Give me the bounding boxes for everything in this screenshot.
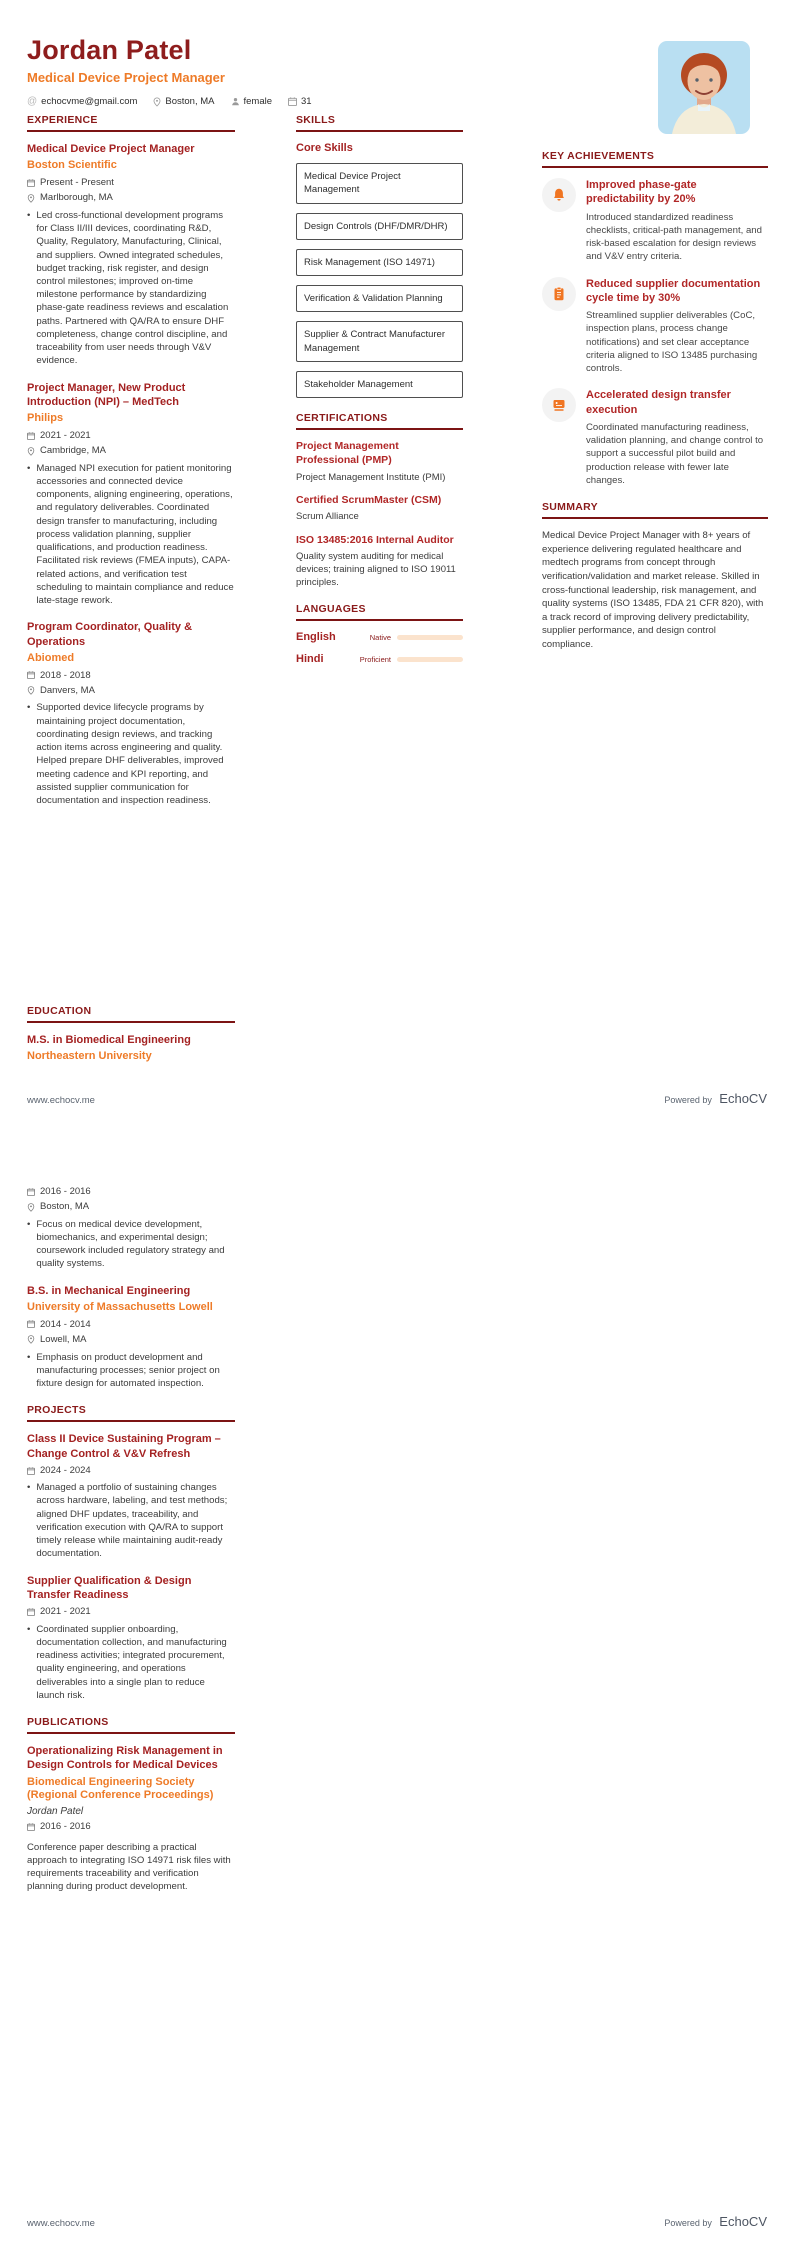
footer-powered[interactable] [664, 1090, 767, 1108]
job-bullet-text: Managed NPI execution for patient monitoring accessories and connected device components, aligning engineering, operations, and regulatory deliverables. Coordinated design transfer to manufacturing, including process validation planning, supplier qualifications, and production readiness. Facilitated risk reviews (FMEA inputs), CAPA-related actions, and verification test scheduling to maintain compliance and reduce late-stage rework. [36, 462, 234, 607]
footer-powered[interactable] [664, 2213, 767, 2231]
education-dates-value: 2016 - 2016 [40, 1186, 91, 1197]
echocv-brand: EchoCV [719, 2214, 767, 2229]
skills-heading: SKILLS [296, 114, 463, 132]
language-name: Hindi [296, 653, 324, 666]
project-dates-value: 2024 - 2024 [40, 1464, 91, 1476]
education-entry [27, 1284, 235, 1391]
job-location-value: Marlborough, MA [40, 192, 113, 204]
contact-age-value: 31 [301, 96, 312, 108]
education-location [27, 1201, 235, 1212]
language-proficiency-bar [397, 635, 463, 640]
achievement-icon-circle [542, 178, 576, 212]
project-dates [27, 1465, 235, 1476]
project-title: Class II Device Sustaining Program – Change Control & V&V Refresh [27, 1433, 221, 1460]
company-name: Boston Scientific [27, 159, 117, 172]
calendar-icon [27, 1188, 35, 1196]
bell-icon [551, 187, 567, 203]
achievement-content [586, 388, 768, 487]
skill-chip: Design Controls (DHF/DMR/DHR) [296, 213, 463, 240]
footer-powered-prefix: Powered by [664, 1095, 712, 1105]
language-row [296, 653, 463, 665]
email-icon: @ [27, 96, 38, 108]
education-heading: EDUCATION [27, 1005, 235, 1023]
job-bullet-text: Supported device lifecycle programs by maintaining project documentation, coordinating design reviews, and tracking action items across engineering and quality. Helped prepare DHF deliverables, improved meeting cadence and KPI reporting, and assisted supplier communication for documentation and inspection readiness. [36, 702, 224, 807]
calendar-icon [27, 1823, 35, 1831]
bullet-marker: • [27, 462, 31, 474]
skills-group-title: Core Skills [296, 142, 353, 154]
contact-gender [231, 96, 273, 107]
publication-entry [27, 1744, 235, 1893]
summary-heading: SUMMARY [542, 501, 768, 519]
achievement-body: Coordinated manufacturing readiness, validation planning, and change control to support a successful pilot build and production release with fewer late changes. [586, 421, 764, 486]
resume-page-2 [0, 1123, 794, 2246]
skill-chip: Medical Device Project Management [296, 163, 463, 204]
certification-item [296, 534, 463, 590]
certification-title: Project Management Professional (PMP) [296, 440, 399, 467]
publications-heading: PUBLICATIONS [27, 1716, 235, 1734]
contact-age [288, 96, 312, 107]
school-name: Northeastern University [27, 1050, 152, 1063]
project-bullet [27, 1481, 235, 1560]
publication-title: Operationalizing Risk Management in Design Controls for Medical Devices [27, 1745, 223, 1772]
calendar-icon [27, 1467, 35, 1475]
job-bullet-text: Led cross-functional development programs for Class II/III devices, coordinating R&D, Quality, Regulatory, Manufacturing, Clinical, and suppliers. Owned integrated schedules, budget tracking, risk register, and design control milestones; improved on-time milestone performance by standardizing phase-gate readiness reviews and escalation paths. Partnered with QA/RA to ensure DHF completeness, change control discipline, and traceability from user needs through V&V evidence. [36, 209, 229, 367]
echocv-brand: EchoCV [719, 1091, 767, 1106]
achievement-item [542, 277, 768, 376]
achievement-icon-circle [542, 277, 576, 311]
footer-powered-prefix: Powered by [664, 2218, 712, 2228]
degree-title: M.S. in Biomedical Engineering [27, 1034, 191, 1046]
project-title: Supplier Qualification & Design Transfer Readiness [27, 1574, 192, 1601]
achievement-title: Reduced supplier documentation cycle time by 30% [586, 277, 761, 304]
degree-title: B.S. in Mechanical Engineering [27, 1284, 191, 1297]
education-bullet [27, 1351, 235, 1391]
certification-description: Quality system auditing for medical devices; training aligned to ISO 19011 principles. [296, 551, 456, 589]
achievement-item [542, 178, 768, 264]
job-bullet [27, 462, 235, 608]
education-section-start [27, 1005, 235, 1064]
project-entry [27, 1574, 235, 1702]
experience-heading: EXPERIENCE [27, 114, 235, 132]
publication-description: Conference paper describing a practical approach to integrating ISO 14971 risk files with requirements traceability and verification planning during product development. [27, 1841, 231, 1893]
location-pin-icon [27, 447, 35, 456]
certification-title: ISO 13485:2016 Internal Auditor [296, 533, 454, 546]
achievement-body: Introduced standardized readiness checklists, critical-path management, and risk-based escalation for design reviews and V&V entry criteria. [586, 211, 762, 263]
calendar-icon [27, 1608, 35, 1616]
contact-location [153, 96, 214, 107]
calendar-icon [27, 179, 35, 187]
experience-entry [27, 142, 235, 368]
language-proficiency-bar [397, 657, 463, 662]
achievement-content [586, 178, 768, 264]
page-footer [27, 1090, 767, 1108]
page-footer [27, 2213, 767, 2231]
education-location-value: Boston, MA [40, 1201, 90, 1213]
location-pin-icon [27, 1335, 35, 1344]
education-bullet [27, 1218, 235, 1271]
job-dates [27, 177, 235, 188]
person-icon [231, 97, 240, 106]
language-level: Proficient [359, 654, 391, 664]
job-dates [27, 670, 235, 681]
publication-author: Jordan Patel [27, 1806, 84, 1818]
bullet-marker: • [27, 1482, 31, 1494]
footer-site-link[interactable]: www.echocv.me [27, 2218, 95, 2229]
project-dates [27, 1606, 235, 1617]
achievement-item [542, 388, 768, 487]
achievement-title: Accelerated design transfer execution [586, 389, 731, 416]
job-location [27, 445, 235, 456]
certification-issuer: Scrum Alliance [296, 511, 359, 523]
job-title: Program Coordinator, Quality & Operations [27, 621, 193, 648]
job-dates-value: 2021 - 2021 [40, 429, 91, 441]
job-title: Medical Device Project Manager [27, 143, 195, 155]
skill-chip: Risk Management (ISO 14971) [296, 249, 463, 276]
achievements-heading: KEY ACHIEVEMENTS [542, 150, 768, 168]
company-name: Philips [27, 412, 64, 425]
language-name: English [296, 631, 336, 644]
project-bullet [27, 1623, 235, 1702]
certification-item [296, 494, 463, 524]
location-pin-icon [27, 194, 35, 203]
publication-dates-value: 2016 - 2016 [40, 1821, 91, 1833]
achievement-body: Streamlined supplier deliverables (CoC, inspection plans, process change notifications) and set clear acceptance criteria aligned to ISO 13485 purchasing controls. [586, 310, 758, 375]
contact-email [27, 96, 137, 107]
calendar-icon [27, 1320, 35, 1328]
calendar-icon [27, 432, 35, 440]
location-pin-icon [27, 1203, 35, 1212]
education-dates [27, 1186, 235, 1197]
languages-heading: LANGUAGES [296, 603, 463, 621]
job-dates-value: 2018 - 2018 [40, 669, 91, 681]
language-row [296, 631, 463, 643]
project-bullet-text: Managed a portfolio of sustaining changes across hardware, labeling, and test methods; aligned DHF updates, traceability, and verification execution with QA/RA to support timely release while maintaining audit-ready documentation. [36, 1482, 228, 1560]
calendar-icon [288, 97, 297, 106]
education-bullet-text: Emphasis on product development and manufacturing processes; senior project on fixture design for automated inspection. [36, 1351, 220, 1390]
clipboard-icon [551, 286, 567, 302]
bullet-marker: • [27, 702, 31, 714]
company-name: Abiomed [27, 651, 75, 664]
education-entry-continued [27, 1186, 235, 1271]
job-bullet [27, 209, 235, 368]
certification-title: Certified ScrumMaster (CSM) [296, 493, 442, 506]
experience-entry [27, 381, 235, 608]
project-entry [27, 1432, 235, 1560]
location-pin-icon [153, 97, 161, 107]
education-dates-value: 2014 - 2014 [40, 1318, 91, 1330]
certification-item [296, 440, 463, 483]
skill-chip: Verification & Validation Planning [296, 285, 463, 312]
job-dates-value: Present - Present [40, 177, 114, 189]
right-column [542, 150, 768, 652]
language-level: Native [369, 632, 391, 642]
resume-header [27, 36, 627, 107]
candidate-name: Jordan Patel [27, 35, 192, 65]
job-dates [27, 430, 235, 441]
achievement-title: Improved phase-gate predictability by 20% [586, 179, 697, 206]
experience-entry [27, 620, 235, 807]
profile-photo [658, 41, 750, 134]
footer-site-link[interactable]: www.echocv.me [27, 1095, 95, 1106]
bullet-marker: • [27, 1218, 31, 1230]
contact-location-value: Boston, MA [165, 96, 215, 108]
job-location [27, 192, 235, 203]
achievement-icon-circle [542, 388, 576, 422]
bullet-marker: • [27, 1623, 31, 1635]
job-location [27, 685, 235, 696]
skill-chip: Supplier & Contract Manufacturer Management [296, 321, 463, 362]
education-bullet-text: Focus on medical device development, biomechanics, and experimental design; coursework included regulatory strategy and quality systems. [36, 1218, 225, 1270]
school-name: University of Massachusetts Lowell [27, 1301, 213, 1314]
presentation-icon [551, 397, 567, 413]
certifications-heading: CERTIFICATIONS [296, 412, 463, 430]
education-dates [27, 1319, 235, 1330]
skill-chip: Stakeholder Management [296, 371, 463, 398]
job-location-value: Danvers, MA [40, 685, 95, 697]
job-title: Project Manager, New Product Introduction (NPI) – MedTech [27, 381, 186, 408]
publication-dates [27, 1821, 235, 1832]
project-dates-value: 2021 - 2021 [40, 1606, 91, 1618]
left-column [27, 114, 235, 820]
contact-gender-value: female [243, 96, 273, 108]
bullet-marker: • [27, 1351, 31, 1363]
bullet-marker: • [27, 209, 31, 221]
publication-publisher: Biomedical Engineering Society (Regional Conference Proceedings) [27, 1775, 214, 1802]
education-location-value: Lowell, MA [40, 1334, 87, 1346]
education-location [27, 1334, 235, 1345]
contact-email-value: echocvme@gmail.com [41, 96, 138, 108]
summary-text: Medical Device Project Manager with 8+ years of experience delivering regulated healthcare and medtech programs from concept through verification/validation and market release. Skilled in cross-functional leadership, risk management, and quality systems (ISO 13485, FDA 21 CFR 820), with a track record of improving delivery predictability, supplier performance, and design control compliance. [542, 530, 764, 650]
contact-row [27, 96, 627, 107]
job-location-value: Cambridge, MA [40, 445, 106, 457]
left-column-page2 [27, 1186, 235, 1906]
projects-heading: PROJECTS [27, 1404, 235, 1422]
candidate-job-title: Medical Device Project Manager [27, 70, 225, 86]
achievement-content [586, 277, 768, 376]
job-bullet [27, 701, 235, 807]
calendar-icon [27, 671, 35, 679]
project-bullet-text: Coordinated supplier onboarding, documentation collection, and manufacturing readiness activities; integrated procurement, quality engineering, and operations deliverables into a single plan to reduce launch risk. [36, 1623, 227, 1701]
certification-issuer: Project Management Institute (PMI) [296, 471, 446, 483]
location-pin-icon [27, 686, 35, 695]
middle-column [296, 114, 463, 665]
